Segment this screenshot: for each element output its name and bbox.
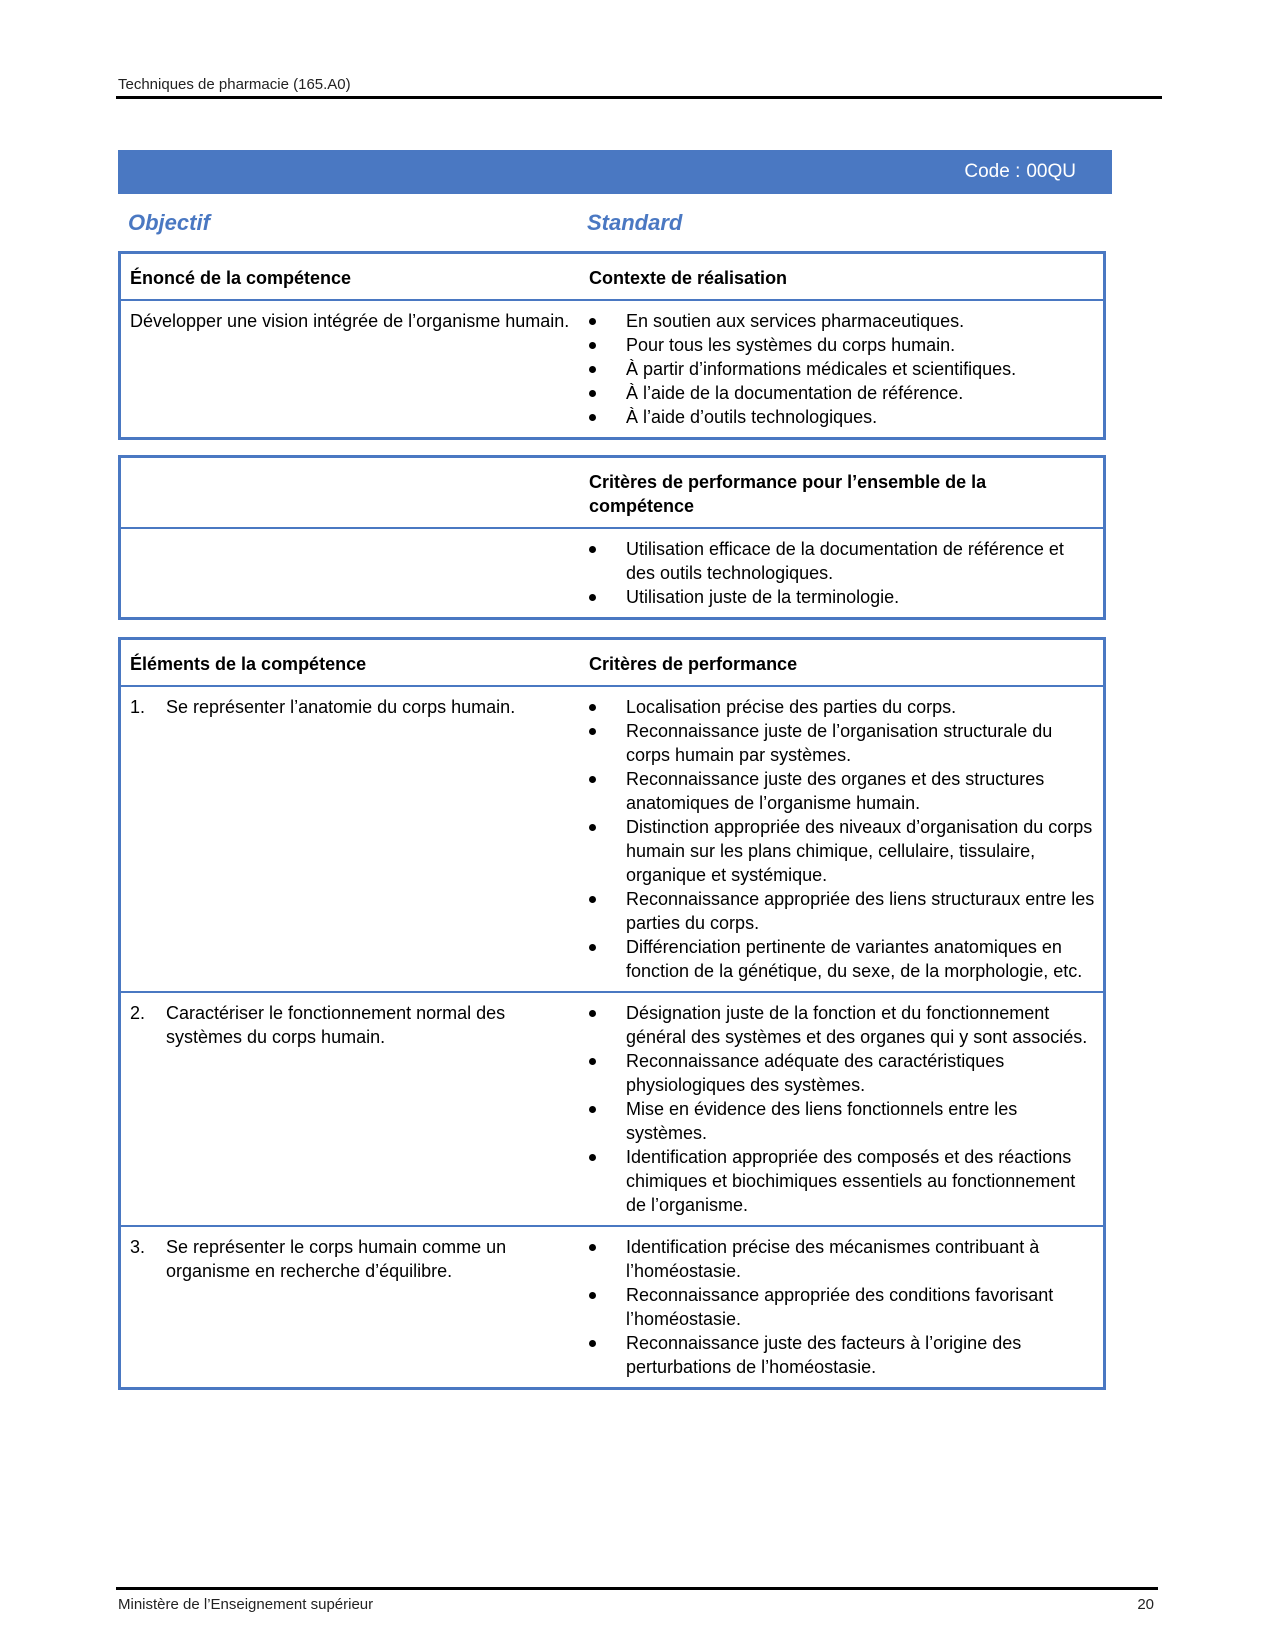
- context-item: À partir d’informations médicales et scientifiques.: [589, 357, 1095, 381]
- global-criteria-box: [118, 455, 1106, 620]
- element-text: Se représenter le corps humain comme un organisme en recherche d’équilibre.: [166, 1237, 507, 1281]
- element-statement: [130, 1235, 581, 1283]
- element-statement: [130, 1001, 581, 1049]
- element-number: 2.: [130, 1003, 146, 1023]
- elements-box: [118, 637, 1106, 1390]
- performance-item: Reconnaissance appropriée des liens structuraux entre les parties du corps.: [589, 887, 1095, 935]
- global-criteria-list: [589, 537, 1095, 609]
- elements-header-row: [121, 640, 1103, 685]
- code-label: Code :: [964, 161, 1021, 182]
- performance-list: [589, 1235, 1095, 1379]
- element-text: Se représenter l’anatomie du corps humain.: [166, 697, 516, 717]
- criteria-item: Utilisation efficace de la documentation de référence et des outils technologiques.: [589, 537, 1095, 585]
- page-number: 20: [1137, 1596, 1154, 1613]
- footer-ministry: Ministère de l’Enseignement supérieur: [118, 1596, 374, 1613]
- competence-box: [118, 251, 1106, 440]
- header-program: Techniques de pharmacie (165.A0): [118, 76, 351, 93]
- competence-body-row: [121, 299, 1103, 437]
- performance-list: [589, 695, 1095, 983]
- performance-heading: Critères de performance: [589, 654, 798, 674]
- performance-item: Reconnaissance adéquate des caractéristiques physiologiques des systèmes.: [589, 1049, 1095, 1097]
- performance-item: Mise en évidence des liens fonctionnels entre les systèmes.: [589, 1097, 1095, 1145]
- context-item: Pour tous les systèmes du corps humain.: [589, 333, 1095, 357]
- context-list: [589, 309, 1095, 429]
- performance-item: Identification précise des mécanismes contribuant à l’homéostasie.: [589, 1235, 1095, 1283]
- enonce-heading: Énoncé de la compétence: [130, 268, 352, 288]
- performance-item: Désignation juste de la fonction et du fonctionnement général des systèmes et des organes qui y sont associés.: [589, 1001, 1095, 1049]
- context-item: À l’aide d’outils technologiques.: [589, 405, 1095, 429]
- criteria-item: Utilisation juste de la terminologie.: [589, 585, 1095, 609]
- objectif-title: Objectif: [128, 210, 210, 235]
- competence-header-row: [121, 254, 1103, 299]
- contexte-heading: Contexte de réalisation: [589, 268, 788, 288]
- context-item: En soutien aux services pharmaceutiques.: [589, 309, 1095, 333]
- code-value: 00QU: [1026, 161, 1076, 182]
- performance-item: Distinction appropriée des niveaux d’organisation du corps humain sur les plans chimique, cellulaire, tissulaire, organique et systémique.: [589, 815, 1095, 887]
- performance-list: [589, 1001, 1095, 1217]
- standard-title: Standard: [587, 210, 683, 235]
- element-row: [121, 1225, 1103, 1387]
- global-criteria-body-row: [121, 527, 1103, 617]
- element-row: [121, 685, 1103, 991]
- context-item: À l’aide de la documentation de référence.: [589, 381, 1095, 405]
- code-bar: [118, 150, 1112, 194]
- global-criteria-header-row: [121, 458, 1103, 527]
- element-row: [121, 991, 1103, 1225]
- elements-heading: Éléments de la compétence: [130, 654, 367, 674]
- element-number: 1.: [130, 697, 146, 717]
- performance-item: Identification appropriée des composés et des réactions chimiques et biochimiques essentiels au fonctionnement de l’organisme.: [589, 1145, 1095, 1217]
- performance-item: Reconnaissance juste des facteurs à l’origine des perturbations de l’homéostasie.: [589, 1331, 1095, 1379]
- performance-item: Reconnaissance appropriée des conditions favorisant l’homéostasie.: [589, 1283, 1095, 1331]
- element-statement: [130, 695, 581, 719]
- performance-item: Reconnaissance juste de l’organisation structurale du corps humain par systèmes.: [589, 719, 1095, 767]
- performance-item: Reconnaissance juste des organes et des structures anatomiques de l’organisme humain.: [589, 767, 1095, 815]
- competence-statement: Développer une vision intégrée de l’organisme humain.: [130, 311, 570, 331]
- performance-item: Différenciation pertinente de variantes anatomiques en fonction de la génétique, du sexe, de la morphologie, etc.: [589, 935, 1095, 983]
- element-number: 3.: [130, 1237, 146, 1257]
- footer-rule: [116, 1587, 1158, 1590]
- header-rule: [116, 96, 1162, 99]
- element-text: Caractériser le fonctionnement normal des systèmes du corps humain.: [166, 1003, 506, 1047]
- global-criteria-heading: Critères de performance pour l’ensemble de la compétence: [589, 472, 987, 516]
- performance-item: Localisation précise des parties du corps.: [589, 695, 1095, 719]
